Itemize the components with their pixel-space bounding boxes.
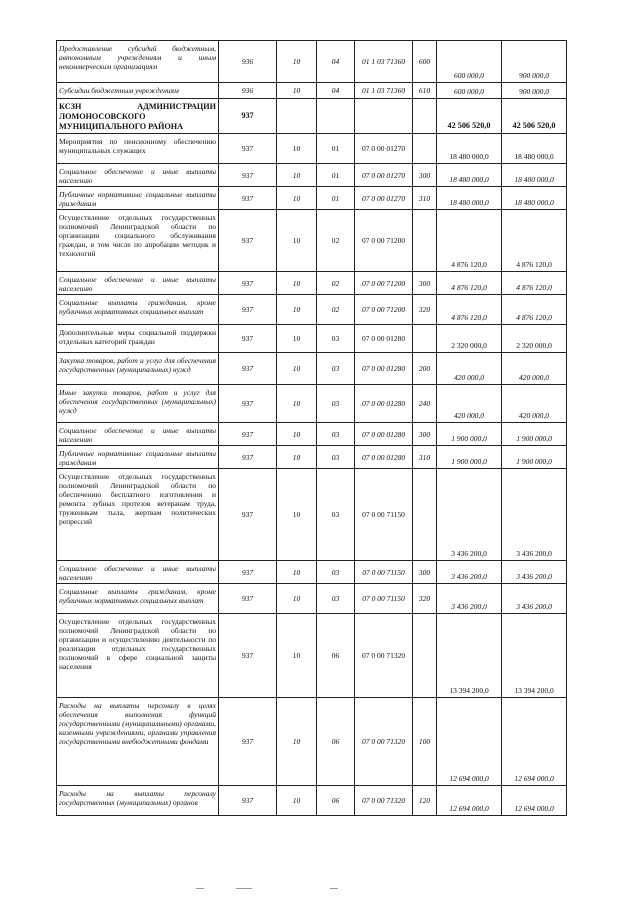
table-row <box>57 469 567 561</box>
row-target-article: 07 0 00 71200 <box>355 210 413 272</box>
row-target-article: 07 0 00 01270 <box>355 134 413 164</box>
row-grbs: 937 <box>219 385 277 423</box>
row-expense-type: 320 <box>413 295 437 325</box>
row-name: Расходы на выплаты персоналу государственных (муниципальных) органов <box>57 786 219 816</box>
row-target-article: 07 0 00 71150 <box>355 561 413 584</box>
row-podrazdel: 01 <box>317 134 355 164</box>
row-name: Осуществление отдельных государственных полномочий Ленинградской области по обеспечению бесплатного изготовления и ремонта зубных протезов ветеранам труда, труженикам тыла, жертвам политических репрессий <box>57 469 219 561</box>
row-name: Публичные нормативные социальные выплаты гражданам <box>57 187 219 210</box>
row-razdel: 10 <box>277 614 317 698</box>
row-name: Социальные выплаты гражданам, кроме публичных нормативных социальных выплат <box>57 584 219 614</box>
row-amount-2: 18 480 000,0 <box>502 164 567 187</box>
row-razdel: 10 <box>277 786 317 816</box>
row-grbs: 937 <box>219 210 277 272</box>
table-row <box>57 164 567 187</box>
row-grbs: 937 <box>219 786 277 816</box>
row-amount-1: 600 000,0 <box>437 41 502 83</box>
row-razdel: 10 <box>277 561 317 584</box>
row-amount-2: 42 506 520,0 <box>502 99 567 134</box>
row-grbs: 936 <box>219 83 277 99</box>
row-podrazdel: 03 <box>317 584 355 614</box>
budget-table-page <box>56 40 566 816</box>
row-amount-1: 4 876 120,0 <box>437 272 502 295</box>
row-razdel: 10 <box>277 210 317 272</box>
row-target-article: 01 1 03 71360 <box>355 83 413 99</box>
row-podrazdel: 03 <box>317 469 355 561</box>
row-amount-2: 2 320 000,0 <box>502 325 567 353</box>
row-razdel: 10 <box>277 423 317 446</box>
row-name: Социальные выплаты гражданам, кроме публичных нормативных социальных выплат <box>57 295 219 325</box>
row-amount-2: 3 436 200,0 <box>502 469 567 561</box>
row-expense-type <box>413 99 437 134</box>
row-name: Расходы на выплаты персоналу в целях обеспечения выполнения функций государственными (муниципальными) органами, казенными учреждениями, органами управления государственными внебюджетными фондами <box>57 698 219 786</box>
row-grbs: 937 <box>219 423 277 446</box>
row-podrazdel: 02 <box>317 295 355 325</box>
table-row <box>57 385 567 423</box>
row-amount-2: 12 694 000,0 <box>502 786 567 816</box>
table-row <box>57 134 567 164</box>
row-razdel: 10 <box>277 83 317 99</box>
table-row <box>57 187 567 210</box>
row-amount-2: 900 000,0 <box>502 41 567 83</box>
row-amount-2: 3 436 200,0 <box>502 561 567 584</box>
row-target-article: 07 0 00 01280 <box>355 353 413 385</box>
row-grbs: 937 <box>219 446 277 469</box>
row-name: Закупка товаров, работ и услуг для обеспечения государственных (муниципальных) нужд <box>57 353 219 385</box>
row-target-article: 07 0 00 01270 <box>355 187 413 210</box>
row-amount-2: 4 876 120,0 <box>502 295 567 325</box>
row-podrazdel: 02 <box>317 210 355 272</box>
row-expense-type: 600 <box>413 41 437 83</box>
row-amount-2: 420 000,0 <box>502 353 567 385</box>
row-podrazdel: 01 <box>317 187 355 210</box>
row-razdel: 10 <box>277 325 317 353</box>
row-amount-1: 42 506 520,0 <box>437 99 502 134</box>
row-amount-1: 3 436 200,0 <box>437 469 502 561</box>
page-footer-marks <box>0 888 640 894</box>
row-grbs: 937 <box>219 584 277 614</box>
row-grbs: 937 <box>219 561 277 584</box>
row-razdel: 10 <box>277 295 317 325</box>
row-amount-1: 420 000,0 <box>437 353 502 385</box>
row-grbs: 937 <box>219 272 277 295</box>
row-expense-type <box>413 210 437 272</box>
row-target-article: 07 0 00 01270 <box>355 164 413 187</box>
row-expense-type: 300 <box>413 561 437 584</box>
row-expense-type: 120 <box>413 786 437 816</box>
row-amount-1: 3 436 200,0 <box>437 584 502 614</box>
row-grbs: 937 <box>219 698 277 786</box>
row-podrazdel: 03 <box>317 446 355 469</box>
row-name: Осуществление отдельных государственных полномочий Ленинградской области по организации и осуществлению деятельности по реализации отдельных государственных полномочий в сфере социальной защиты населения <box>57 614 219 698</box>
row-name: Социальное обеспечение и иные выплаты населению <box>57 164 219 187</box>
row-grbs: 937 <box>219 295 277 325</box>
row-amount-1: 4 876 120,0 <box>437 295 502 325</box>
row-razdel: 10 <box>277 272 317 295</box>
row-target-article: 01 1 03 71360 <box>355 41 413 83</box>
row-razdel: 10 <box>277 41 317 83</box>
row-podrazdel: 03 <box>317 561 355 584</box>
row-amount-2: 3 436 200,0 <box>502 584 567 614</box>
table-row <box>57 210 567 272</box>
row-amount-1: 12 694 000,0 <box>437 786 502 816</box>
row-podrazdel: 06 <box>317 614 355 698</box>
row-amount-1: 18 480 000,0 <box>437 187 502 210</box>
row-podrazdel: 04 <box>317 83 355 99</box>
row-expense-type: 200 <box>413 353 437 385</box>
row-amount-1: 18 480 000,0 <box>437 164 502 187</box>
row-expense-type <box>413 325 437 353</box>
row-razdel: 10 <box>277 134 317 164</box>
row-grbs: 936 <box>219 41 277 83</box>
row-target-article: 07 0 00 71200 <box>355 295 413 325</box>
row-grbs: 937 <box>219 325 277 353</box>
row-target-article: 07 0 00 71320 <box>355 786 413 816</box>
row-razdel: 10 <box>277 187 317 210</box>
row-razdel: 10 <box>277 385 317 423</box>
row-target-article: 07 0 00 01280 <box>355 385 413 423</box>
row-target-article: 07 0 00 01280 <box>355 446 413 469</box>
row-podrazdel: 03 <box>317 385 355 423</box>
row-amount-2: 4 876 120,0 <box>502 272 567 295</box>
row-razdel: 10 <box>277 446 317 469</box>
table-row <box>57 325 567 353</box>
row-name: Осуществление отдельных государственных полномочий Ленинградской области по организации социального обслуживания граждан, в том числе по апробации методик и технологий <box>57 210 219 272</box>
row-expense-type: 310 <box>413 187 437 210</box>
row-grbs: 937 <box>219 99 277 134</box>
row-amount-1: 12 694 000,0 <box>437 698 502 786</box>
row-name: Предоставление субсидий бюджетным, автономным учреждениям и иным некоммерческим организациям <box>57 41 219 83</box>
row-amount-1: 600 000,0 <box>437 83 502 99</box>
row-podrazdel: 03 <box>317 423 355 446</box>
row-name: Социальное обеспечение и иные выплаты населению <box>57 561 219 584</box>
row-target-article: 07 0 00 01280 <box>355 423 413 446</box>
row-expense-type <box>413 469 437 561</box>
row-razdel: 10 <box>277 698 317 786</box>
row-grbs: 937 <box>219 614 277 698</box>
table-row <box>57 41 567 83</box>
table-row <box>57 584 567 614</box>
table-row <box>57 353 567 385</box>
row-name: Мероприятия по пенсионному обеспечению муниципальных служащих <box>57 134 219 164</box>
row-name: Социальное обеспечение и иные выплаты населению <box>57 272 219 295</box>
row-target-article: 07 0 00 71150 <box>355 584 413 614</box>
row-amount-1: 2 320 000,0 <box>437 325 502 353</box>
table-row <box>57 99 567 134</box>
row-expense-type: 300 <box>413 164 437 187</box>
row-amount-2: 18 480 000,0 <box>502 187 567 210</box>
row-grbs: 937 <box>219 134 277 164</box>
row-amount-1: 420 000,0 <box>437 385 502 423</box>
row-expense-type <box>413 134 437 164</box>
row-razdel: 10 <box>277 469 317 561</box>
row-target-article: 07 0 00 71200 <box>355 272 413 295</box>
table-row <box>57 446 567 469</box>
row-razdel: 10 <box>277 584 317 614</box>
row-podrazdel: 06 <box>317 698 355 786</box>
row-target-article: 07 0 00 71320 <box>355 698 413 786</box>
row-amount-1: 4 876 120,0 <box>437 210 502 272</box>
row-razdel: 10 <box>277 164 317 187</box>
row-grbs: 937 <box>219 164 277 187</box>
row-expense-type <box>413 614 437 698</box>
row-amount-1: 3 436 200,0 <box>437 561 502 584</box>
table-row <box>57 83 567 99</box>
row-razdel <box>277 99 317 134</box>
row-amount-2: 13 394 200,0 <box>502 614 567 698</box>
row-amount-1: 1 900 000,0 <box>437 423 502 446</box>
row-target-article: 07 0 00 01280 <box>355 325 413 353</box>
table-row <box>57 272 567 295</box>
table-row <box>57 561 567 584</box>
row-amount-2: 4 876 120,0 <box>502 210 567 272</box>
row-amount-2: 420 000,0 <box>502 385 567 423</box>
row-expense-type: 320 <box>413 584 437 614</box>
row-target-article: 07 0 00 71150 <box>355 469 413 561</box>
row-expense-type: 300 <box>413 272 437 295</box>
table-row <box>57 295 567 325</box>
row-name: КСЗН АДМИНИСТРАЦИИ ЛОМОНОСОВСКОГО МУНИЦИПАЛЬНОГО РАЙОНА <box>57 99 219 134</box>
row-podrazdel: 03 <box>317 325 355 353</box>
table-row <box>57 786 567 816</box>
row-podrazdel: 06 <box>317 786 355 816</box>
row-grbs: 937 <box>219 187 277 210</box>
table-row <box>57 698 567 786</box>
row-podrazdel <box>317 99 355 134</box>
row-amount-1: 13 394 200,0 <box>437 614 502 698</box>
row-name: Иные закупки товаров, работ и услуг для обеспечения государственных (муниципальных) нужд <box>57 385 219 423</box>
row-amount-1: 1 900 000,0 <box>437 446 502 469</box>
row-target-article <box>355 99 413 134</box>
row-amount-1: 18 480 000,0 <box>437 134 502 164</box>
row-podrazdel: 04 <box>317 41 355 83</box>
row-podrazdel: 03 <box>317 353 355 385</box>
row-amount-2: 1 900 000,0 <box>502 423 567 446</box>
row-expense-type: 610 <box>413 83 437 99</box>
row-grbs: 937 <box>219 469 277 561</box>
table-row <box>57 423 567 446</box>
row-podrazdel: 02 <box>317 272 355 295</box>
row-amount-2: 18 480 000,0 <box>502 134 567 164</box>
row-amount-2: 12 694 000,0 <box>502 698 567 786</box>
row-podrazdel: 01 <box>317 164 355 187</box>
row-expense-type: 310 <box>413 446 437 469</box>
row-name: Публичные нормативные социальные выплаты гражданам <box>57 446 219 469</box>
budget-table <box>56 40 567 816</box>
row-expense-type: 240 <box>413 385 437 423</box>
row-name: Субсидии бюджетным учреждениям <box>57 83 219 99</box>
row-expense-type: 300 <box>413 423 437 446</box>
row-name: Дополнительные меры социальной поддержки отдельных категорий граждан <box>57 325 219 353</box>
row-grbs: 937 <box>219 353 277 385</box>
row-amount-2: 900 000,0 <box>502 83 567 99</box>
row-target-article: 07 0 00 71320 <box>355 614 413 698</box>
row-name: Социальное обеспечение и иные выплаты населению <box>57 423 219 446</box>
table-row <box>57 614 567 698</box>
row-razdel: 10 <box>277 353 317 385</box>
row-expense-type: 100 <box>413 698 437 786</box>
row-amount-2: 1 900 000,0 <box>502 446 567 469</box>
